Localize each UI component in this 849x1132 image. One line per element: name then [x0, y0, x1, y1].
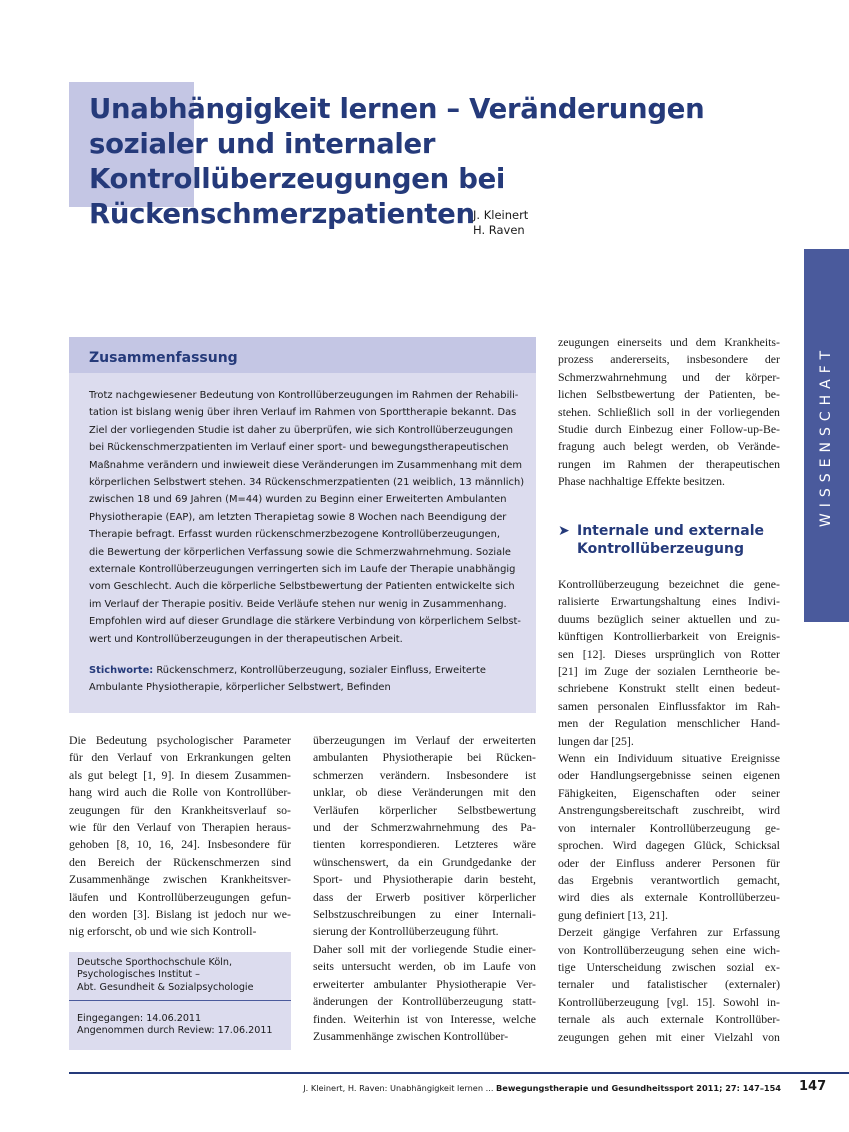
text-line: Zusammenhänge zwischen Kontrollüber- [313, 1028, 509, 1043]
text-line: Selbstzuschreibungen zu einer Internali- [313, 907, 536, 922]
author-name: H. Raven [473, 222, 525, 237]
affiliation-text [77, 957, 253, 994]
abstract-line: Ziel der vorliegenden Studie ist daher zu überprüfen, wie sich Kontrollüberzeugungen [89, 424, 514, 436]
section-heading-line: Kontrollüberzeugung [577, 541, 744, 557]
abstract-line: zwischen 18 und 69 Jahren (M=44) wurden zu Beginn einer Erweiterten Ambulanten [89, 494, 507, 506]
abstract-heading: Zusammenfassung [89, 350, 238, 366]
text-line: Anstrengungsbereitschaft zuschreibt, wird [558, 803, 780, 818]
abstract-line: Physiotherapie (EAP), am letzten Therapietag sowie 8 Wochen nach Beendigung der [89, 511, 507, 523]
text-line: Kontrollüberzeugung bezeichnet die gene- [558, 577, 780, 591]
footer-journal: Bewegungstherapie und Gesundheitssport 2011; 27: 147–154 [496, 1083, 781, 1093]
text-line: lungen dar [25]. [558, 733, 634, 748]
text-line: ralisierte Erwartungshaltung eines Indivi- [558, 594, 780, 609]
authors [473, 208, 528, 237]
text-line: Daher soll mit der vorliegende Studie einer- [313, 941, 536, 956]
section-heading [558, 522, 788, 558]
abstract-line: Empfohlen wird auf dieser Grundlage die stärkere Verbindung von körperlichem Selbst- [89, 616, 521, 628]
abstract-line: bei Rückenschmerzpatienten im Verlauf einer sport- und bewegungstherapeutischen [89, 442, 509, 454]
text-line: den Bereich der Rückenschmerzen sind [69, 854, 291, 869]
abstract-text [89, 387, 525, 648]
text-line: unklar, ob diese Veränderungen mit den [313, 785, 536, 800]
text-line: Zusammenhänge zwischen Krankheitsver- [69, 872, 291, 887]
text-line: zeugungen gehen mit einer Vielzahl von [558, 1029, 780, 1044]
text-line: Die Bedeutung psychologischer Parameter [69, 733, 291, 747]
abstract-line: im Verlauf der Therapie positiv. Beide Verläufe stehen nur wenig in Zusammenhang. [89, 598, 507, 610]
keywords-line [89, 662, 517, 679]
text-line: oder der Einfluss anderer Personen für [558, 855, 780, 870]
arrow-bullet-icon: ➤ [558, 523, 570, 539]
text-line: Fähigkeiten, Eigenschaften oder seiner [558, 785, 780, 800]
body-column-1 [69, 732, 291, 941]
text-line: fragung auch belegt werden, ob Verände- [558, 439, 780, 454]
date-line: Eingegangen: 14.06.2011 [77, 1013, 202, 1024]
text-line: künftigen Kontrollierbarkeit von Ereignis- [558, 629, 780, 644]
text-line: wird dies als externale Kontrollüberzeu- [558, 890, 780, 905]
keywords-line: Ambulante Physiotherapie, körperlicher Selbstwert, Befinden [89, 682, 391, 694]
text-line: gehoben [8, 10, 16, 24]. Insbesondere für [69, 837, 291, 852]
abstract-line: vom Geschlecht. Auch die körperliche Selbstbewertung der Patienten entwickelte sich [89, 581, 515, 593]
text-line: finden. Weiterhin ist von Interesse, welche [313, 1011, 536, 1026]
keywords-label: Stichworte: [89, 665, 154, 676]
abstract-line: wert und Kontrollüberzeugungen in der therapeutischen Arbeit. [89, 633, 403, 645]
text-line: samen personalen Einflussfaktor im Rah- [558, 698, 780, 713]
text-line: prozess andererseits, insbesondere der [558, 352, 780, 367]
text-line: Sport- und Physiotherapie darin besteht, [313, 872, 536, 887]
abstract-line: tation ist bislang wenig über ihren Verlauf im Rahmen von Sporttherapie bekannt. Das [89, 407, 517, 419]
text-line: wünschenswert, da ein Grundgedanke der [313, 854, 536, 869]
body-column-3-top [558, 334, 780, 491]
text-line: und der Schmerzwahrnehmung des Pa- [313, 820, 536, 835]
text-line: Verläufen körperlicher Selbstbewertung [313, 802, 536, 817]
body-column-3-bottom [558, 576, 780, 1046]
text-line: [21] im Zuge der sozialen Lerntheorie be- [558, 664, 780, 679]
footer-authors: J. Kleinert, H. Raven: Unabhängigkeit lernen ... [303, 1083, 497, 1093]
text-line: lichen Selbstbewertung der Patienten, be- [558, 387, 780, 402]
text-line: das Ergebnis verantwortlich gemacht, [558, 872, 780, 887]
text-line: gung definiert [13, 21]. [558, 907, 668, 922]
text-line: men der Regulation menschlicher Hand- [558, 716, 780, 731]
text-line: oder Handlungsergebnisse seinen eigenen [558, 768, 780, 783]
abstract-line: die Bewertung der körperlichen Verfassung sowie die Schmerzwahrnehmung. Soziale [89, 546, 512, 558]
abstract-line: Trotz nachgewiesener Bedeutung von Kontrollüberzeugungen im Rahmen der Rehabili- [89, 390, 519, 401]
date-line: Angenommen durch Review: 17.06.2011 [77, 1025, 273, 1037]
affiliation-line: Abt. Gesundheit & Sozialpsychologie [77, 981, 254, 993]
text-line: Studie durch Einbezug einer Follow-up-Be- [558, 422, 780, 437]
text-line: hang wird auch die Rolle von Kontrollüber- [69, 785, 291, 800]
text-line: sen [12]. Dieses ursprünglich von Rotter [558, 646, 780, 661]
text-line: schmerzen verändern. Insbesondere ist [313, 767, 536, 782]
text-line: dass der Erwerb positiver körperlicher [313, 889, 536, 904]
affiliation-line: Psychologisches Institut – [77, 969, 200, 981]
abstract-line: externale Kontrollüberzeugungen verringerten sich im Laufe der Therapie unabhängig [89, 564, 516, 576]
text-line: seits untersucht werden, ob im Laufe von [313, 959, 536, 974]
text-line: Wenn ein Individuum situative Ereignisse [558, 751, 780, 766]
text-line: zeugungen für den Krankheitsverlauf so- [69, 802, 291, 817]
article-title: Unabhängigkeit lernen – Veränderungen sozialer und internaler Kontrollüberzeugungen bei Rückenschmerzpatienten [89, 93, 705, 230]
text-line: ternaler und fatalistischer (externaler) [558, 977, 780, 992]
abstract-line: körperlichen Selbstwert stehen. 34 Rückenschmerzpatienten (21 weiblich, 13 männlich) [89, 477, 525, 489]
text-line: schriebene Konstrukt stellt einen bedeut- [558, 681, 780, 696]
page-number: 147 [799, 1079, 827, 1094]
text-line: den worden [3]. Bislang ist jedoch nur we- [69, 907, 291, 922]
text-line: ambulanten Physiotherapie bei Rücken- [313, 750, 536, 765]
footer-rule [69, 1072, 849, 1074]
text-line: ternale als auch externale Kontrollüber- [558, 1012, 780, 1027]
text-line: für den Verlauf von Erkrankungen gelten [69, 750, 291, 765]
abstract-line: Therapie befragt. Erfasst wurden rückenschmerzbezogene Kontrollüberzeugungen, [89, 529, 500, 541]
footer-citation [200, 1083, 781, 1093]
text-line: sierung der Kontrollüberzeugung führt. [313, 924, 499, 939]
body-column-2 [313, 732, 536, 1045]
section-side-tab [804, 249, 849, 622]
text-line: stehen. Schließlich soll in der vorliegenden [558, 404, 780, 419]
text-line: von Kontrollüberzeugung sehen eine wich- [558, 942, 780, 957]
text-line: sprochen. Wird dagegen Glück, Schicksal [558, 838, 780, 853]
abstract-line: Maßnahme verändern und inwieweit diese Veränderungen im Zusammenhang mit dem [89, 459, 522, 471]
text-line: von internaler Kontrollüberzeugung ge- [558, 820, 780, 835]
text-line: erweiterter ambulanter Physiotherapie Ver- [313, 976, 536, 991]
author-name: J. Kleinert [473, 208, 529, 222]
text-line: läufen und Kontrollüberzeugungen gefun- [69, 889, 291, 904]
section-heading-line: Internale und externale [577, 523, 765, 539]
text-line: wie für den Verlauf von Therapien heraus- [69, 820, 291, 835]
text-line: zeugungen einerseits und dem Krankheits- [558, 335, 780, 349]
text-line: Phase nachhaltige Effekte besitzen. [558, 474, 726, 489]
submission-dates [77, 1013, 273, 1038]
text-line: Schmerzwahrnehmung und der körper- [558, 369, 780, 384]
text-line: änderungen der Kontrollüberzeugung statt- [313, 994, 536, 1009]
side-tab-label: WISSENSCHAFT [818, 344, 835, 527]
keywords [89, 662, 517, 697]
text-line: tige Unterscheidung zwischen sozial ex- [558, 959, 780, 974]
keywords-text: Rückenschmerz, Kontrollüberzeugung, sozialer Einfluss, Erweiterte [153, 665, 486, 676]
text-line: nig erforscht, ob und wie sich Kontroll- [69, 924, 257, 939]
text-line: Derzeit gängige Verfahren zur Erfassung [558, 925, 780, 940]
text-line: als gut belegt [1, 9]. In diesem Zusammen- [69, 767, 291, 782]
text-line: tienten korrespondieren. Letzteres wäre [313, 837, 536, 852]
text-line: rungen im Rahmen der therapeutischen [558, 456, 780, 471]
affiliation-line: Deutsche Sporthochschule Köln, [77, 957, 233, 968]
affiliation-divider [69, 1000, 291, 1001]
text-line: überzeugungen im Verlauf der erweiterten [313, 733, 536, 747]
text-line: duums bezüglich seiner aktuellen und zu- [558, 611, 780, 626]
text-line: Kontrollüberzeugung [vgl. 15]. Sowohl in- [558, 994, 780, 1009]
